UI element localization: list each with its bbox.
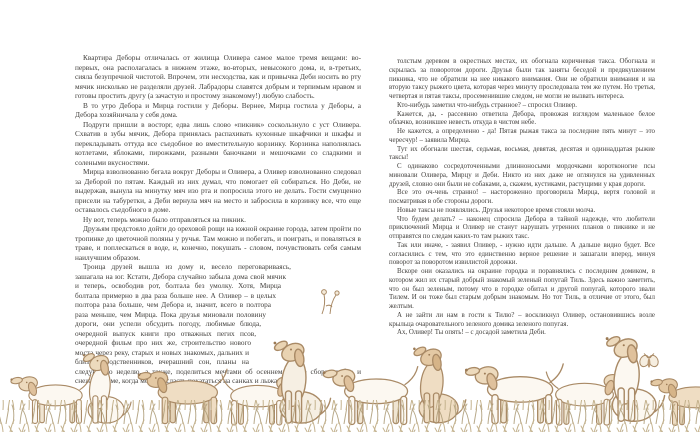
paragraph: Мирца взволнованно бегала вокруг Деборы и Оливера, а Оливер взволнованно следовал за Деборой по пятам. Каждый из них думал, что помогает ей собираться. Но Деби, не выдержав, вынула на минутку мяч изо рта и попросила этого не делать. Гости смущенно присели на табуретки, а Деби вернула мяч на место и забросила в корзинку все, что еще оставалось съедобного в доме. — [75, 167, 361, 214]
paragraph: Ну вот, теперь можно было отправляться на пикник. — [83, 214, 246, 224]
paragraph: А не зайти ли нам в гости к Тилю? – воскликнул Оливер, остановившись возле крыльца очаровательного зеленого домика зеленого попугая. — [389, 311, 655, 328]
paragraph: Вскоре они оказались на окраине городка и поравнялись с последним домиком, в котором жил их старый добрый знакомый зеленый попугай Тиль. Здесь важно заметить, что он был зеленым, потому что в городке обитал и другой попугай, которого звали Тилем. И он тоже был старым добрым знакомым. Но тот Тиль, в отличие от этого, был желтым. — [389, 268, 655, 310]
grass-band — [0, 398, 700, 432]
paragraph: Кажется, да, - рассеянно ответила Дебора, провожая взглядом маленькое белое облачко, возникшее невесть откуда в чистом небе. — [389, 110, 655, 127]
paragraph: С одинаково сосредоточенными длинноносыми мордочками коротконогие псы миновали Оливера, Мирцу и Деби. Никто из них даже не оглянулся на удивленных друзей, словно они были не собаками, а, скажем, кустиками, растущими у края дороги. — [389, 163, 655, 188]
left-page-paragraphs — [75, 53, 361, 262]
right-page-paragraphs — [389, 58, 655, 338]
paragraph: Подруги пришли в восторг, едва лишь слово «пикник» соскользнуло с уст Оливера. Схватив в зубы мячик, Дебора принялась распахивать кухонные шкафчики и шкафы и перекладывать оттуда все съедобное во вместительную корзинку. Корзинка наполнялась котлетами, яблоками, пирожками, разными баночками и мешочками со сладкими и солеными вкусностями. — [75, 119, 361, 167]
right-page-text-column — [389, 58, 655, 338]
paragraph-text: Троица друзей вышла из дому и, весело переговариваясь, зашагала на юг. Кстати, Дебора случайно забыла дома свой мячик и теперь, освободив рот, болтала без умолку. Хотя, Мирца болтала примерно в два раза больше нее. А Оливер – в целых полтора раза больше, чем Дебора и, значит, всего в полтора раза меньше, чем Мирца. Пока друзья миновали половину дороги, они успели обсудить погоду, любимые блюда, очередной выпуск книги про отважных пегих псов, очередной фильм про них же, строительство нового моста через реку, старых и новых знакомых, дальних и близких родственников, вчерашний сон, планы на следующую неделю, а также, поделиться мечтами об осеннем сезоне сбора грибов и снежной зиме, когда можно всласть покататься на санках и лыжах. — [75, 262, 361, 385]
paragraph: Друзьям предстояло дойти до ореховой рощи на южной окраине города, затем пройти по тропинке до цветочной поляны у ручья. Там можно и побегать, и поиграть, и поваляться в траве, и поплескаться в воде, и, конечно, покушать - словом, почувствовать себя самым наилучшим образом. — [75, 224, 361, 262]
paragraph: Все это оч-чень странно! – настороженно проговорила Мирца, вертя головой и посматривая в обе стороны дороги. — [389, 189, 655, 205]
paragraph: Квартира Деборы отличалась от жилища Оливера самое малое тремя вещами: во-первых, она располагалась в нижнем этаже, во-вторых, невысокого дома, и, в-третьих, сияла безупречной чистотой. Впрочем, эти несходства, как и привычка Деби носить во рту мячик нисколько не разделяли друзей. Лабрадоры славятся добрым и терпимым нравом и готовы простить другу (а зачастую и простому знакомому!) любую слабость. — [75, 53, 361, 100]
paragraph: толстым деревом в окрестных местах, их обогнала коричневая такса. Обогнала и скрылась за поворотом дороги. Друзья были так заняты беседой и предвкушением пикника, что не обратили на нее никакого внимания. Они не обратили внимания и на вторую таксу рыжего цвета, которая через минуту проследовала тем же путем. Но третья, четвертая и пятая таксы, просеменившие следом, не могли не вызвать интереса. — [389, 58, 655, 100]
paragraph: Новые таксы не появлялись. Друзья некоторое время стояли молча. — [397, 206, 596, 214]
paragraph: Не кажется, а определенно - да! Пятая рыжая такса за последние пять минут – это чересчур! – заявила Мирца. — [389, 128, 655, 144]
paragraph: Что будем делать? – наконец спросила Дебора в тайной надежде, что любители приключений Мирца и Оливер не станут нарушать утренних планов о пикнике и не отправятся по следам каких-то там рыжих такс. — [389, 215, 655, 240]
dachshund-illustration — [0, 342, 700, 432]
paragraph: Тут их обогнали шестая, седьмая, восьмая, девятая, десятая и одиннадцатая рыжие таксы! — [389, 145, 655, 162]
paragraph: Ах, Оливер! Ты опять! – с досадой заметила Деби. — [397, 329, 546, 337]
left-page-text-column — [75, 53, 361, 386]
paragraph: В то утро Дебора и Мирца гостили у Деборы. Вернее, Мирца гостила у Деборы, а Дебора хозяйничала у себя дома. — [75, 100, 361, 119]
flower-sketch-icon — [316, 286, 346, 316]
paragraph: Так или иначе, - заявил Оливер, - нужно идти дальше. А дальше видно будет. Все согласились с тем, что это единственно верное решение и зашагали вперед, минуя поворот за поворотом извилистой дорожки. — [389, 241, 655, 267]
paragraph: Кто-нибудь заметил что-нибудь странное? – спросил Оливер. — [397, 101, 578, 109]
